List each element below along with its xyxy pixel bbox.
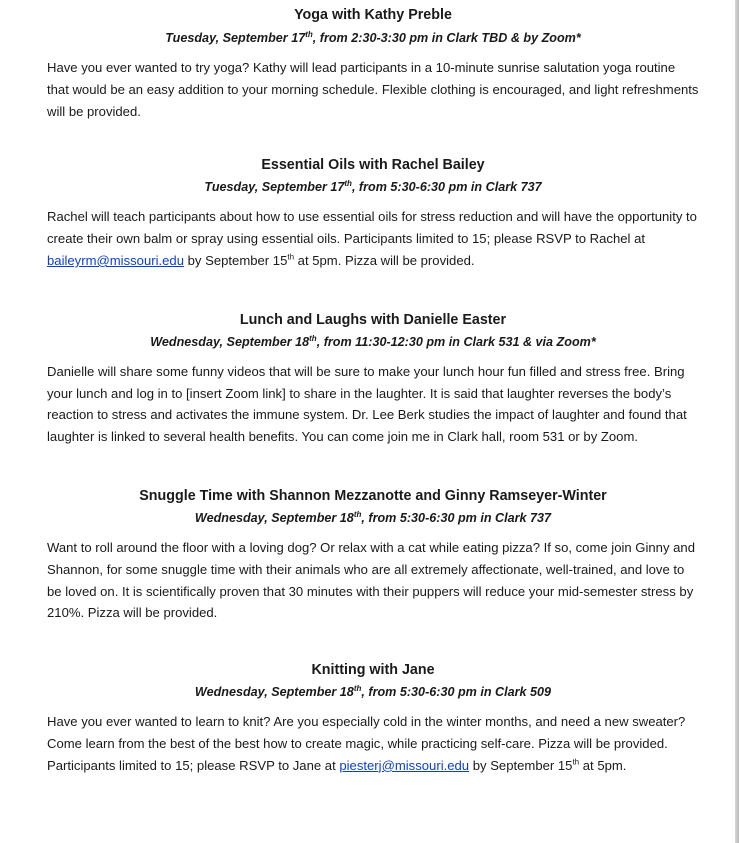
event-knitting (47, 660, 699, 776)
event-title: Yoga with Kathy Preble (294, 7, 452, 23)
event-datetime: Tuesday, September 17th, from 5:30-6:30 pm in Clark 737 (204, 179, 542, 195)
event-lunch-laughs (47, 310, 699, 448)
event-description: Danielle will share some funny videos that will be sure to make your lunch hour fun filled and stress free. Bring your lunch and log in to [insert Zoom link] to share in the laughter. It is said that laughter reverses the body’s reaction to stress and activates the immune system. Dr. Lee Berk studies the impact of laughter and found that laughter is linked to several health benefits. You can come join me in Clark hall, room 531 or by Zoom. (47, 363, 687, 445)
event-yoga (47, 5, 699, 122)
event-datetime: Tuesday, September 17th, from 2:30-3:30 pm in Clark TBD & by Zoom* (165, 29, 581, 45)
event-title: Snuggle Time with Shannon Mezzanotte and Ginny Ramseyer-Winter (139, 487, 607, 504)
event-description: Rachel will teach participants about how to use essential oils for stress reduction and will have the opportunity to create their own balm or spray using essential oils. Participants limited to 15; please RSVP to Rachel at baileyrm@missouri.edu by September 15th at 5pm. Pizza will be provided. (47, 209, 697, 268)
email-link[interactable]: piesterj@missouri.edu (339, 757, 470, 773)
event-datetime: Wednesday, September 18th, from 5:30-6:30 pm in Clark 509 (194, 683, 552, 700)
document-body (47, 5, 699, 777)
page-edge-shadow (735, 0, 739, 843)
event-description: Want to roll around the floor with a loving dog? Or relax with a cat while eating pizza? If so, come join Ginny and Shannon, for some snuggle time with their animals who are all extremely affectionate, well-trained, and love to be loved on. It is scientifically proven that 30 minutes with their puppers will reduce your mid-semester stress by 210%. Pizza will be provided. (47, 539, 695, 621)
event-snuggle-time (47, 486, 699, 624)
event-title: Knitting with Jane (311, 662, 435, 679)
event-title: Essential Oils with Rachel Bailey (261, 157, 485, 174)
event-datetime: Wednesday, September 18th, from 5:30-6:30 pm in Clark 737 (194, 509, 552, 525)
event-datetime: Wednesday, September 18th, from 11:30-12:30 pm in Clark 531 & via Zoom* (150, 333, 596, 349)
event-description: Have you ever wanted to try yoga? Kathy will lead participants in a 10-minute sunrise salutation yoga routine that would be an easy addition to your morning schedule. Flexible clothing is encouraged, and light refreshments will be provided. (47, 60, 699, 119)
event-essential-oils (47, 155, 699, 271)
event-title: Lunch and Laughs with Danielle Easter (239, 311, 507, 328)
event-description: Have you ever wanted to learn to knit? Are you especially cold in the winter months, and need a new sweater? Come learn from the best of the best how to create magic, while practicing self-care. Pizza will be provided. Participants limited to 15; please RSVP to Jane at piesterj@missouri.edu by September 15th at 5pm. (47, 714, 686, 773)
email-link[interactable]: baileyrm@missouri.edu (47, 252, 184, 268)
